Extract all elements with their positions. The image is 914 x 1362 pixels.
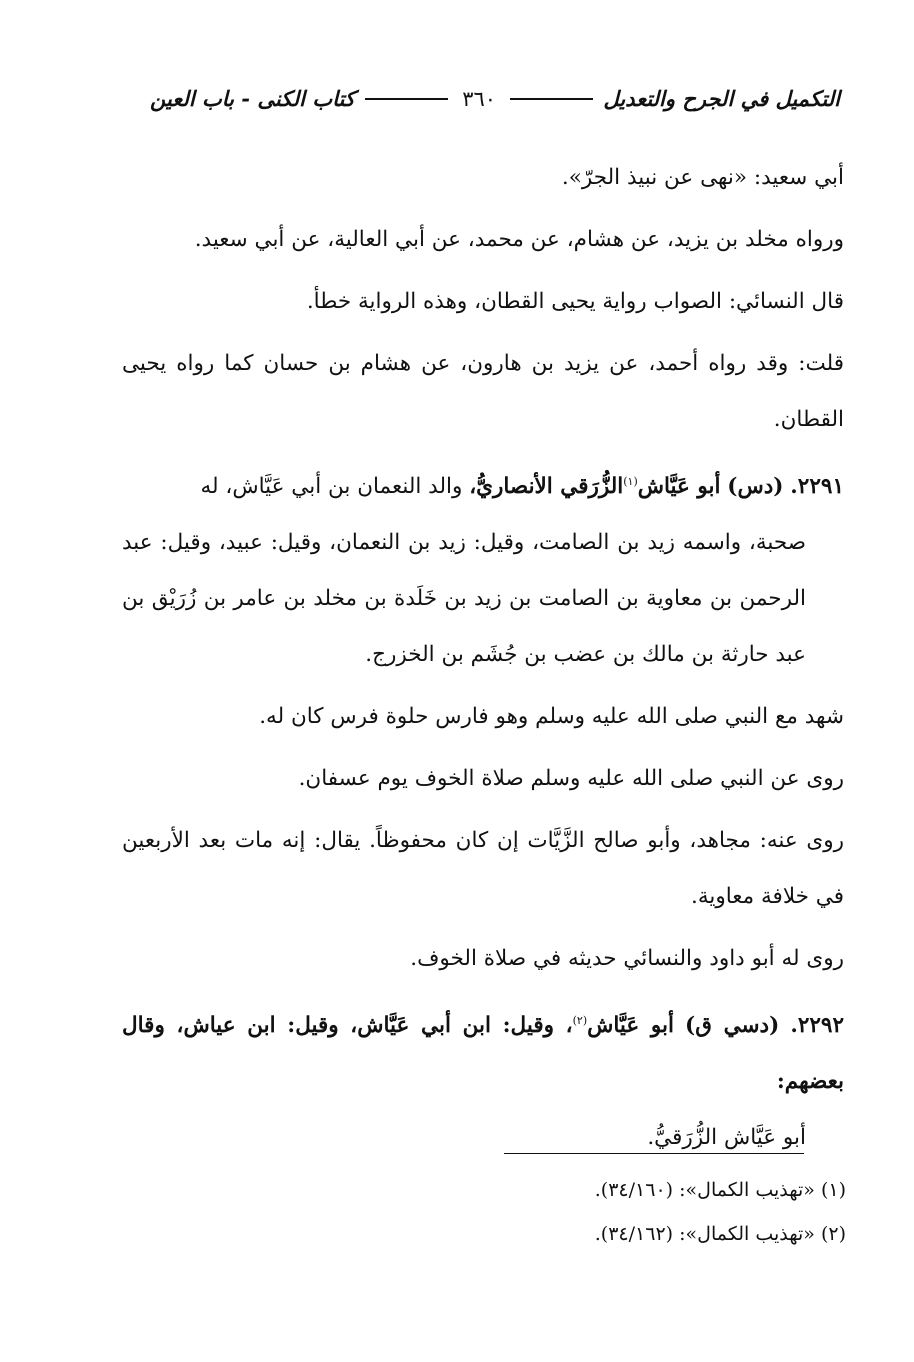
entry-nisba: الزُّرَقي الأنصاريُّ، [469,474,624,500]
footnote-ref: (١) [623,475,638,488]
entry-symbols: (دسي ق) [685,1013,780,1039]
text-paragraph: روى عنه: مجاهد، وأبو صالح الزَّيَّات إن كان محفوظاً. يقال: إنه مات بعد الأربعين في خلافة معاوية. [122,828,844,910]
main-text [122,150,844,1166]
entry-symbols: (دس) [727,474,784,500]
footnote: (٢) «تهذيب الكمال»: (٣٤/١٦٢). [594,1223,846,1245]
book-title: التكميل في الجرح والتعديل [603,86,840,111]
text-paragraph: أبي سعيد: «نهى عن نبيذ الجرّ». [561,165,844,190]
entry-name: أبو عَيَّاش [637,474,721,500]
text-paragraph: قال النسائي: الصواب رواية يحيى القطان، وهذه الرواية خطأ. [306,289,844,314]
text-paragraph: قلت: وقد رواه أحمد، عن يزيد بن هارون، عن هشام بن حسان كما رواه يحيى القطان. [122,351,844,432]
page-number: ٣٦٠ [462,86,497,111]
text-paragraph: شهد مع النبي صلى الله عليه وسلم وهو فارس حلوة فرس كان له. [259,704,844,730]
entry-continuation: صحبة، واسمه زيد بن الصامت، وقيل: زيد بن النعمان، وقيل: عبيد، وقيل: عبد الرحمن بن معاوية بن الصامت بن زيد بن خَلَدة بن مخلد بن عامر بن زُرَيْق بن عبد حارثة بن مالك بن عضب بن جُشَم بن الخزرج. [122,530,806,668]
header-rule-left [510,98,593,100]
header-rule-right [365,98,448,100]
footnote: (١) «تهذيب الكمال»: (٣٤/١٦٠). [594,1179,846,1201]
entry-2292 [122,993,844,1166]
text-paragraph: ورواه مخلد بن يزيد، عن هشام، عن محمد، عن أبي العالية، عن أبي سعيد. [194,227,844,252]
chapter-title: كتاب الكنى - باب العين [149,86,355,111]
entry-first-line: ، وقيل: ابن أبي عَيَّاش، وقيل: ابن عياش، وقال بعضهم: [122,1013,844,1095]
text-paragraph: روى له أبو داود والنسائي حديثه في صلاة الخوف. [410,946,844,972]
text-paragraph: روى عن النبي صلى الله عليه وسلم صلاة الخوف يوم عسفان. [298,766,844,792]
entry-name: أبو عَيَّاش [587,1013,674,1039]
footnote-divider [504,1153,804,1154]
footnotes [86,1168,846,1256]
entry-continuation: أبو عَيَّاش الزُّرَقيُّ. [647,1125,806,1151]
entry-first-line: والد النعمان بن أبي عَيَّاش، له [200,474,463,500]
footnote-ref: (٢) [572,1014,588,1028]
running-header [150,86,840,111]
entry-number: ٢٢٩٢. [790,1013,845,1039]
entry-2291 [122,454,844,683]
entry-number: ٢٢٩١. [790,474,844,500]
